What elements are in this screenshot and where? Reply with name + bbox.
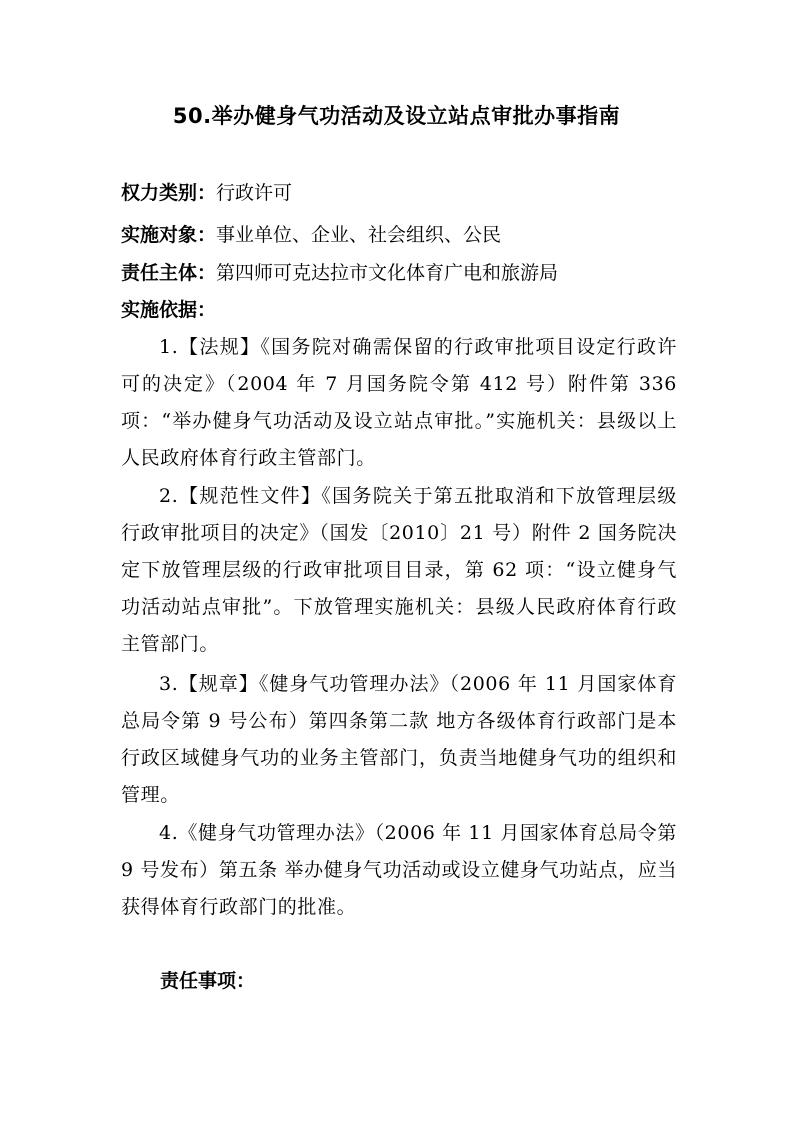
field-power-category (121, 176, 681, 210)
basis-item-1: 1.【法规】《国务院对确需保留的行政审批项目设定行政许可的决定》（2004 年 7 月国务院令第 412 号）附件第 336 项：“举办健身气功活动及设立站点审批。”实施机关：县级以上人民政府体育行政主管部门。 (121, 336, 677, 469)
field-value: 第四师可克达拉市文化体育广电和旅游局 (216, 262, 559, 284)
field-label: 实施对象： (121, 224, 217, 246)
basis-item-2: 2.【规范性文件】《国务院关于第五批取消和下放管理层级行政审批项目的决定》（国发〔2010〕21 号）附件 2 国务院决定下放管理层级的行政审批项目目录，第 62 项：“设立健身气功活动站点审批”。下放管理实施机关：县级人民政府体育行政主管部门。 (121, 485, 677, 655)
responsibility-heading: 责任事项： (160, 970, 256, 992)
field-label: 权力类别： (121, 182, 217, 204)
field-label: 实施依据： (121, 299, 217, 321)
field-basis (121, 293, 681, 327)
field-label: 责任主体： (121, 262, 217, 284)
basis-item-3: 3.【规章】《健身气功管理办法》（2006 年 11 月国家体育总局令第 9 号公布）第四条第二款 地方各级体育行政部门是本行政区域健身气功的业务主管部门，负责当地健身气功的组织和管理。 (121, 673, 677, 806)
document-title: 50.举办健身气功活动及设立站点审批办事指南 (172, 104, 621, 128)
field-value: 行政许可 (216, 182, 293, 204)
basis-item-4: 4.《健身气功管理办法》（2006 年 11 月国家体育总局令第 9 号发布）第五条 举办健身气功活动或设立健身气功站点，应当获得体育行政部门的批准。 (121, 822, 677, 918)
field-value: 事业单位、企业、社会组织、公民 (216, 224, 502, 246)
field-responsible-body (121, 256, 681, 290)
field-target (121, 218, 681, 252)
